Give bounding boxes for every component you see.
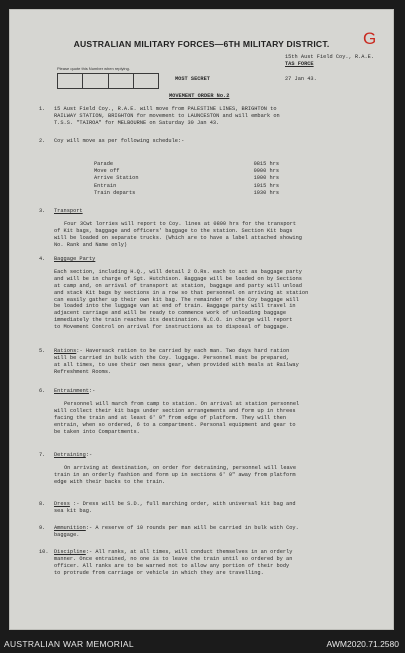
para-number: 6. <box>39 388 46 394</box>
para-schedule-intro <box>54 138 376 145</box>
para-heading: Entrainment <box>54 388 89 394</box>
para-number: 9. <box>39 525 46 531</box>
para-line: officer. All ranks are to be warned not to allow any portion of their body <box>54 562 290 569</box>
para-line: of Kit bags, baggage and officers' baggage to the station. Section Kit bags <box>54 227 293 234</box>
para-line: will be loaded on separate trucks. (Which are to have a label attached showing <box>54 234 302 241</box>
unit-line: 15th Aust Field Coy., R.A.E. <box>285 54 375 60</box>
para-line: Each section, including H.Q., will detail 2 O.Rs. each to act as baggage party <box>54 268 302 275</box>
para-number: 3. <box>39 208 46 214</box>
footer-institution: AUSTRALIAN WAR MEMORIAL <box>4 639 134 649</box>
para-line: can easily gather up their own kit bag. The remainder of the Coy baggage will <box>54 296 299 303</box>
para-line: All ranks, at all times, will conduct themselves in an orderly <box>95 549 293 555</box>
schedule-row <box>94 175 279 182</box>
para-heading: Detraining <box>54 452 86 458</box>
schedule-time: 1000 hrs <box>253 175 279 182</box>
schedule-row <box>94 190 279 197</box>
para-entrainment: Entrainment:- Personnel will march from camp to station. On arrival at station personnel will collect their kit bags under section arrangements and form up in threes facing the train and at least 6' 0" from edge of platform. They will then entrain, when so ordered, 6 to a compartment. Personal equipment and gear to be taken into Compartments. <box>54 388 376 435</box>
para-detraining: Detraining:- On arriving at destination, on order for detraining, personnel will leave train in an orderly fashion and form up in sections 6' 0" away from platform edge with their backs to the train. <box>54 452 376 486</box>
schedule-time: 1030 hrs <box>253 189 279 196</box>
red-annotation-mark: G <box>363 29 377 48</box>
para-heading: Ammunition <box>54 525 86 531</box>
para-line: No. Rank and Name only) <box>54 241 128 248</box>
para-number: 2. <box>39 138 46 144</box>
para-heading: Rations <box>54 348 77 354</box>
para-line: A reserve of 10 rounds per man will be carried in bulk with Coy. <box>95 525 299 531</box>
reply-note: Please quote this Number when replying. <box>57 66 130 71</box>
archive-footer <box>0 638 405 653</box>
para-line: at camp and, on arrival of transport at station, baggage and party will unload <box>54 282 302 289</box>
para-dress: Dress :- Dress will be S.D., full marching order, with universal kit bag and sea kit bag. <box>54 501 376 515</box>
schedule-time: 0815 hrs <box>253 161 279 167</box>
document-page <box>9 9 394 630</box>
para-line: Coy will move as per following schedule:- <box>54 138 185 144</box>
schedule-row <box>94 183 279 190</box>
para-number: 5. <box>39 348 46 354</box>
para-line: and will be in charge of Sgt. Hutchison. Baggage will be loaded on by Sections <box>54 275 302 282</box>
para-number: 10. <box>39 549 49 555</box>
para-number: 1. <box>39 106 46 112</box>
para-line: at all times, to use their own mess gear, when provided with meals at Railway <box>54 361 299 368</box>
schedule-row <box>94 168 279 175</box>
para-line: be taken into Compartments. <box>54 428 140 435</box>
para-line: immediately the train reaches its destination. N.C.O. in charge will report <box>54 317 293 324</box>
para-line: will collect their kit bags under section arrangements and form up in threes <box>54 407 296 414</box>
para-line: train in an orderly fashion and form up in sections 6' 0" away from platform <box>54 471 296 478</box>
para-line: edge with their backs to the train. <box>54 478 166 485</box>
para-line: to protrude from carriage or vehicle in which they are travelling. <box>54 569 264 576</box>
para-line: Haversack ration to be carried by each man. Two days hard ration <box>85 348 290 354</box>
schedule-event: Entrain <box>94 182 117 189</box>
para-line: manner. Once entrained, no one is to leave the train until so ordered by an <box>54 555 293 562</box>
para-discipline: Discipline:- All ranks, at all times, will conduct themselves in an orderly manner. Once entrained, no one is to leave the train until so ordered by an officer. All ranks are to be warned not to allow any portion of their body to protrude from carriage or vehicle in which they are travelling. <box>54 549 376 577</box>
para-line: adjacent carriage and will be ready to commence work of unloading baggage <box>54 310 287 317</box>
document-date: 27 Jan 43. <box>285 76 317 82</box>
para-number: 8. <box>39 501 46 507</box>
para-rations: Rations:- Haversack ration to be carried by each man. Two days hard ration will be carried in bulk with the Coy. luggage. Personnel must be prepared, at all times, to use their own mess gear, when provided with meals at Railway Refreshment Rooms. <box>54 348 376 376</box>
para-transport <box>54 208 376 249</box>
para-heading: Transport <box>54 208 83 214</box>
schedule-event: Train departs <box>94 189 136 196</box>
para-line: 15 Aust Field Coy., R.A.E. will move from PALESTINE LINES, BRIGHTON to <box>54 106 277 112</box>
para-baggage-party <box>54 256 376 331</box>
para-line: baggage. <box>54 531 80 538</box>
para-line: entrain, when so ordered, 6 to a compartment. Personal equipment and gear to <box>54 421 296 428</box>
para-line: On arriving at destination, on order for detraining, personnel will leave <box>64 464 297 471</box>
schedule-table <box>94 161 279 197</box>
schedule-event: Move off <box>94 168 120 175</box>
para-line: RAILWAY STATION, BRIGHTON for movement to LAUNCESTON and will embark on <box>54 112 280 119</box>
reference-number-boxes <box>57 73 159 89</box>
para-heading: Discipline <box>54 549 86 555</box>
schedule-time: 0900 hrs <box>253 168 279 175</box>
para-line: be loaded into the luggage van at end of train. Baggage party will travel in <box>54 303 296 310</box>
para-line: facing the train and at least 6' 0" from edge of platform. They will then <box>54 414 287 421</box>
para-heading: Baggage Party <box>54 256 96 262</box>
classification: MOST SECRET <box>175 76 210 82</box>
para-line: will be carried in bulk with the Coy. luggage. Personnel must be prepared, <box>54 354 290 361</box>
footer-accession-number: AWM2020.71.2580 <box>326 639 399 649</box>
para-number: 4. <box>39 256 46 262</box>
para-line: T.S.S. "TAIROA" for MELBOURNE on Saturday 30 Jan 43. <box>54 119 220 126</box>
schedule-event: Parade <box>94 161 114 167</box>
para-line: and stack Kit bags by sections in a row so that personnel on arriving at station <box>54 289 309 296</box>
para-ammunition: Ammunition:- A reserve of 10 rounds per man will be carried in bulk with Coy. baggage. <box>54 525 376 539</box>
para-line: Four 3Cwt lorries will report to Coy. lines at 0800 hrs for the transport <box>64 220 297 227</box>
para-movement <box>54 106 376 127</box>
schedule-event: Arrive Station <box>94 175 139 182</box>
schedule-row <box>94 161 279 168</box>
schedule-time: 1015 hrs <box>253 182 279 189</box>
para-line: Personnel will march from camp to station. On arrival at station personnel <box>64 400 300 407</box>
force-line: TAS FORCE <box>285 61 314 67</box>
para-heading: Dress <box>54 501 70 507</box>
para-line: to Movement Control on arrival for instructions as to disposal of baggage. <box>54 324 290 331</box>
para-number: 7. <box>39 452 46 458</box>
para-line: Dress will be S.D., full marching order, with universal kit bag and <box>82 501 296 507</box>
para-line: sea kit bag. <box>54 507 93 514</box>
para-line: Refreshment Rooms. <box>54 368 112 375</box>
order-title: MOVEMENT ORDER No.2 <box>169 93 230 99</box>
document-header-title: AUSTRALIAN MILITARY FORCES—6TH MILITARY DISTRICT. <box>73 39 330 49</box>
